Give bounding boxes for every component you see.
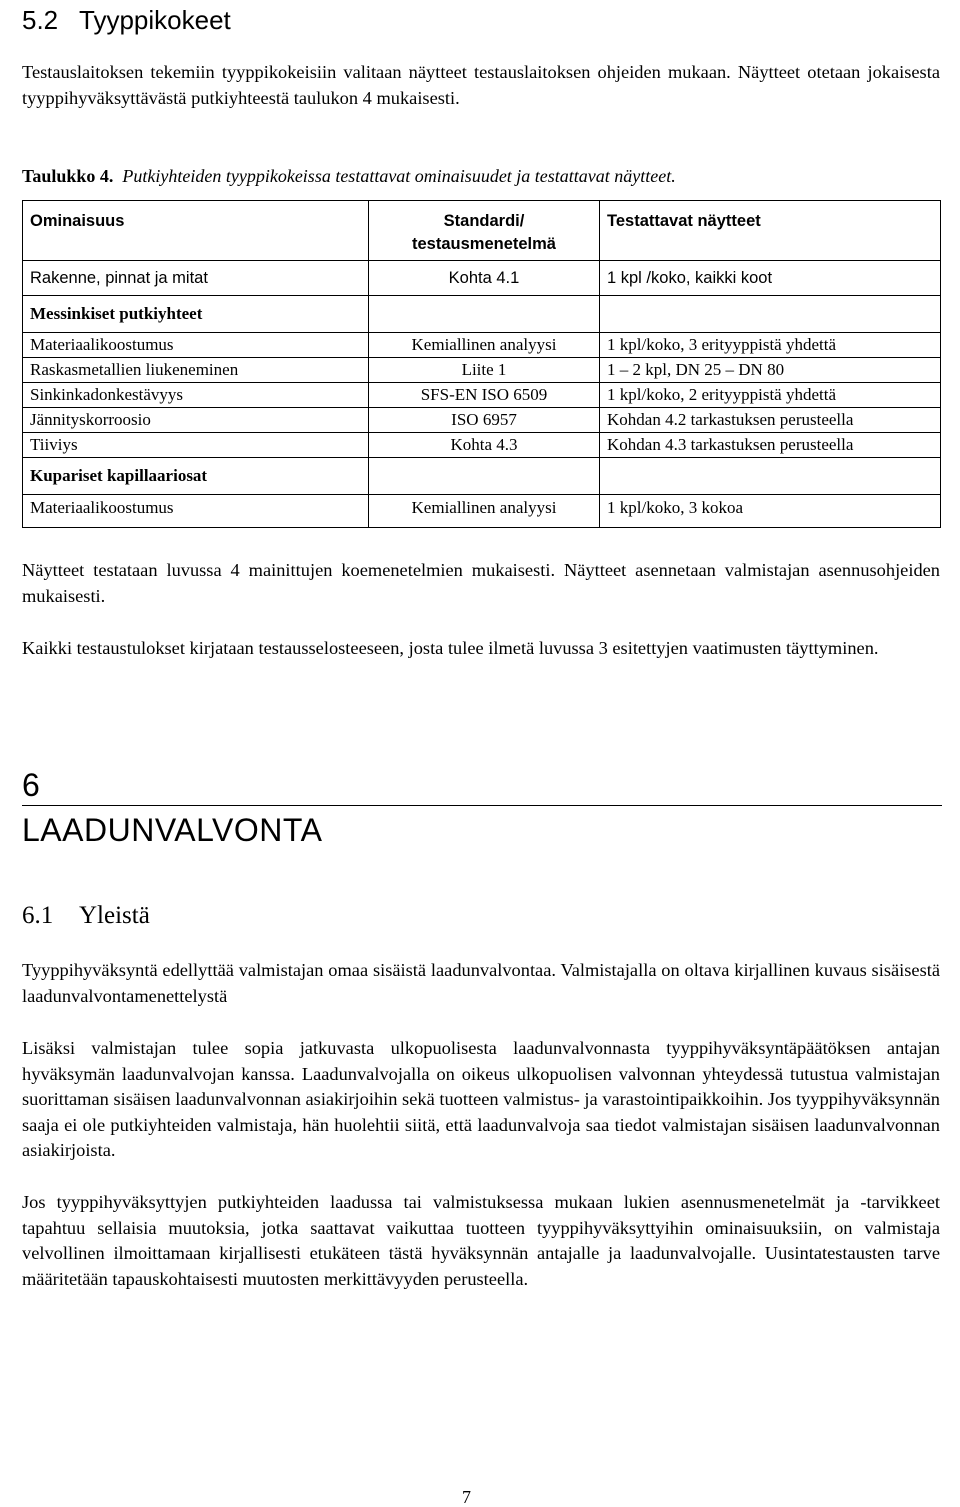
- cell-samples: 1 kpl/koko, 3 erityyppistä yhdettä: [600, 333, 941, 358]
- group-empty-cell: [600, 458, 941, 495]
- cell-property: Sinkinkadonkestävyys: [23, 383, 369, 408]
- cell-standard: Kohta 4.1: [369, 261, 600, 296]
- group-empty-cell: [600, 296, 941, 333]
- cell-standard: Kemiallinen analyysi: [369, 495, 600, 528]
- header-standard-line1: Standardi/: [443, 212, 525, 230]
- cell-standard: ISO 6957: [369, 408, 600, 433]
- page-number: 7: [462, 1487, 471, 1507]
- cell-property: Tiiviys: [23, 433, 369, 458]
- paragraph-results: Kaikki testaustulokset kirjataan testausselosteeseen, josta tulee ilmetä luvussa 3 esitettyjen vaatimusten täyttyminen.: [22, 638, 879, 658]
- header-property: Ominaisuus: [23, 201, 369, 261]
- subsection-number: 6.1: [22, 902, 54, 929]
- table-group-row: [23, 458, 941, 495]
- table-row: [23, 333, 941, 358]
- table-row: [23, 495, 941, 528]
- header-samples: Testattavat näytteet: [600, 201, 941, 261]
- subsection-heading: [22, 900, 150, 932]
- cell-property: Jännityskorroosio: [23, 408, 369, 433]
- cell-standard: Liite 1: [369, 358, 600, 383]
- cell-samples: 1 kpl/koko, 2 erityyppistä yhdettä: [600, 383, 941, 408]
- paragraph-general-2: Lisäksi valmistajan tulee sopia jatkuvasta ulkopuolisesta laadunvalvonnasta tyyppihyväksyntäpäätöksen antajan hyväksymän laadunvalvojan kanssa. Laadunvalvojalla on oikeus ulkopuolisen valvonnan yhteydessä tutustua valmistajan suorittaman sisäisen laadunvalvonnan asiakirjoihin sekä tuotteen valmistus- ja varastointipaikkoihin. Jos tyyppihyväksynnän saaja ei ole putkiyhteiden valmistaja, hän huolehtii siitä, että laadunvalvoja saa tiedot valmistajan sisäisen laadunvalvonnan asiakirjoista.: [22, 1038, 940, 1160]
- table-row: [23, 261, 941, 296]
- cell-property: Materiaalikoostumus: [23, 495, 369, 528]
- cell-property: Raskasmetallien liukeneminen: [23, 358, 369, 383]
- cell-samples: 1 kpl /koko, kaikki koot: [600, 261, 941, 296]
- table-caption: [22, 165, 676, 187]
- table-row: [23, 408, 941, 433]
- table-row: [23, 433, 941, 458]
- cell-property: Materiaalikoostumus: [23, 333, 369, 358]
- cell-samples: 1 kpl/koko, 3 kokoa: [600, 495, 941, 528]
- header-standard-line2: testausmenetelmä: [412, 235, 556, 253]
- paragraph-testing: Näytteet testataan luvussa 4 mainittujen koemenetelmien mukaisesti. Näytteet asennetaan valmistajan asennusohjeiden mukaisesti.: [22, 560, 940, 606]
- header-standard: [369, 201, 600, 261]
- table-caption-text: Putkiyhteiden tyyppikokeissa testattavat ominaisuudet ja testattavat näytteet.: [122, 166, 676, 186]
- section-heading: [22, 4, 231, 36]
- paragraph-general-3: Jos tyyppihyväksyttyjen putkiyhteiden laadussa tai valmistuksessa mukaan lukien asennusmenetelmät ja -tarvikkeet tapahtuu sellaisia muutoksia, jotka saattavat vaikuttaa tuotteen tyyppihyväksyttyihin ominaisuuksiin, on valmistaja velvollinen ilmoittamaan kirjallisesti etukäteen tästä hyväksynnän antajalle ja laadunvalvojalle. Uusintatestausten tarve määritetään tapauskohtaisesti muutosten merkittävyyden perusteella.: [22, 1192, 940, 1289]
- cell-standard: Kohta 4.3: [369, 433, 600, 458]
- chapter-title: LAADUNVALVONTA: [22, 812, 323, 848]
- table-header-row: [23, 201, 941, 261]
- cell-standard: SFS-EN ISO 6509: [369, 383, 600, 408]
- group-empty-cell: [369, 296, 600, 333]
- table-row: [23, 383, 941, 408]
- table-row: [23, 358, 941, 383]
- section-number: 5.2: [22, 5, 59, 35]
- cell-samples: 1 – 2 kpl, DN 25 – DN 80: [600, 358, 941, 383]
- subsection-title: Yleistä: [79, 902, 150, 929]
- chapter-number: 6: [22, 767, 40, 803]
- cell-samples: Kohdan 4.3 tarkastuksen perusteella: [600, 433, 941, 458]
- spec-table: [22, 200, 941, 528]
- cell-property: Rakenne, pinnat ja mitat: [23, 261, 369, 296]
- table-group-row: [23, 296, 941, 333]
- chapter-rule: [22, 805, 942, 806]
- group-label: Messinkiset putkiyhteet: [23, 296, 369, 333]
- cell-standard: Kemiallinen analyysi: [369, 333, 600, 358]
- paragraph-general-1: Tyyppihyväksyntä edellyttää valmistajan omaa sisäistä laadunvalvontaa. Valmistajalla on oltava kirjallinen kuvaus sisäisestä laadunvalvontamenettelystä: [22, 960, 940, 1006]
- group-label: Kupariset kapillaariosat: [23, 458, 369, 495]
- section-title: Tyyppikokeet: [79, 5, 231, 35]
- cell-samples: Kohdan 4.2 tarkastuksen perusteella: [600, 408, 941, 433]
- intro-paragraph: Testauslaitoksen tekemiin tyyppikokeisiin valitaan näytteet testauslaitoksen ohjeiden mukaan. Näytteet otetaan jokaisesta tyyppihyväksyttävästä putkiyhteestä taulukon 4 mukaisesti.: [22, 62, 940, 108]
- table-caption-label: Taulukko 4.: [22, 166, 114, 186]
- group-empty-cell: [369, 458, 600, 495]
